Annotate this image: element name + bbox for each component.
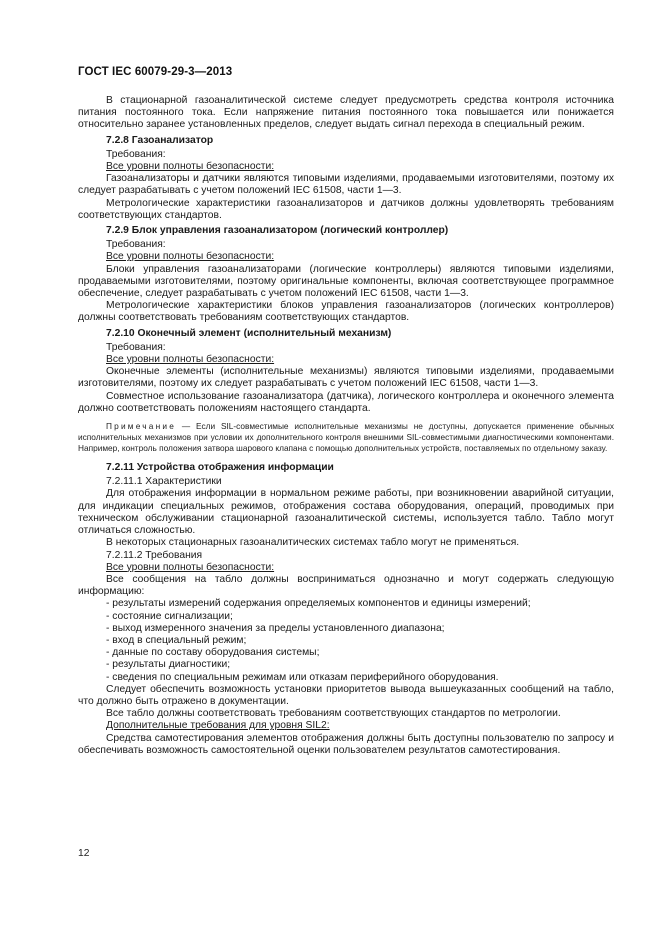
paragraph: Все сообщения на табло должны восприниматься однозначно и могут содержать следующую информацию: <box>78 573 614 598</box>
list-item: - вход в специальный режим; <box>106 634 247 646</box>
page-number: 12 <box>78 848 90 859</box>
info-list <box>78 598 614 683</box>
paragraph: Блоки управления газоанализаторами (логические контроллеры) являются типовыми изделиями, продаваемыми изготовителями, поэтому оригинальные компоненты, включая соответствующее программное обеспечение, следует разрабатывать с учетом положений IEC 61508, части 1—3. <box>78 263 614 300</box>
paragraph: Все табло должны соответствовать требованиям соответствующих стандартов по метрологии. <box>106 708 561 720</box>
note <box>78 421 614 454</box>
paragraph: Метрологические характеристики блоков управления газоанализаторов (логических контроллеров) должны соответствовать требованиям соответствующих стандартов. <box>78 300 614 324</box>
all-levels-label: Все уровни полноты безопасности: <box>106 354 275 366</box>
all-levels-label: Все уровни полноты безопасности: <box>106 161 275 173</box>
all-levels-label: Все уровни полноты безопасности: <box>106 561 275 573</box>
paragraph: Совместное использование газоанализатора (датчика), логического контроллера и оконечного элемента должно соответствовать положениям настоящего стандарта. <box>78 390 614 414</box>
note-text: — Если SIL-совместимые исполнительные механизмы не доступны, допускается применение обычных исполнительных механизмов при условии их дополнительного контроля внешними SIL-совместимыми диагностическими компонентами. Например, контроль положения затвора шарового клапана с помощью дополнительных устройств, поставляемых по отдельному заказу. <box>78 421 614 454</box>
intro-paragraph: В стационарной газоаналитической системе следует предусмотреть средства контроля источника питания постоянного тока. Если напряжение питания постоянного тока повышается или понижается относительно заранее установленных пределов, следует выдать сигнал перехода в специальный режим. <box>78 95 614 131</box>
subsection-heading: 7.2.11.2 Требования <box>106 549 203 561</box>
section-7-2-8-heading: 7.2.8 Газоанализатор <box>106 134 214 146</box>
paragraph: Для отображения информации в нормальном режиме работы, при возникновении аварийной ситуации, для индикации специальных режимов, отображения состава оборудования, операций, проводимых при техническом обслуживании стационарной газоаналитической системы, используется табло. Табло могут отличаться сложностью. <box>78 488 614 537</box>
paragraph: Газоанализаторы и датчики являются типовыми изделиями, продаваемыми изготовителями, поэтому их следует разрабатывать с учетом положений IEC 61508, части 1—3. <box>78 173 614 197</box>
document-body <box>78 95 614 757</box>
requirements-label: Требования: <box>106 341 166 353</box>
all-levels-label: Все уровни полноты безопасности: <box>106 251 275 263</box>
document-header: ГОСТ IEC 60079-29-3—2013 <box>78 66 233 78</box>
sil2-label: Дополнительные требования для уровня SIL2: <box>106 720 330 732</box>
paragraph: Следует обеспечить возможность установки приоритетов вывода вышеуказанных сообщений на табло, что должно быть отражено в документации. <box>78 683 614 707</box>
list-item: - состояние сигнализации; <box>106 610 233 622</box>
list-item: - данные по составу оборудования системы; <box>106 647 320 659</box>
list-item: - выход измеренного значения за пределы установленного диапазона; <box>106 622 445 634</box>
list-item: - результаты диагностики; <box>106 659 231 671</box>
requirements-label: Требования: <box>106 239 166 251</box>
list-item: - сведения по специальным режимам или отказам периферийного оборудования. <box>106 671 499 683</box>
section-7-2-9-heading: 7.2.9 Блок управления газоанализатором (логический контроллер) <box>106 225 449 237</box>
subsection-heading: 7.2.11.1 Характеристики <box>106 476 222 488</box>
note-label: Примечание <box>106 421 177 432</box>
section-7-2-10-heading: 7.2.10 Оконечный элемент (исполнительный механизм) <box>106 327 392 339</box>
requirements-label: Требования: <box>106 148 166 160</box>
section-7-2-11-heading: 7.2.11 Устройства отображения информации <box>106 462 334 474</box>
list-item: - результаты измерений содержания определяемых компонентов и единицы измерений; <box>106 598 531 610</box>
paragraph: Оконечные элементы (исполнительные механизмы) являются типовыми изделиями, продаваемыми изготовителями, поэтому их следует разрабатывать с учетом положений IEC 61508, части 1—3. <box>78 366 614 390</box>
paragraph: Метрологические характеристики газоанализаторов и датчиков должны удовлетворять требованиям соответствующих стандартов. <box>78 197 614 221</box>
paragraph: В некоторых стационарных газоаналитических системах табло могут не применяться. <box>106 537 520 549</box>
paragraph: Средства самотестирования элементов отображения должны быть доступны пользователю по запросу и обеспечивать возможность самостоятельной оценки пользователем результатов самотестирования. <box>78 732 614 756</box>
